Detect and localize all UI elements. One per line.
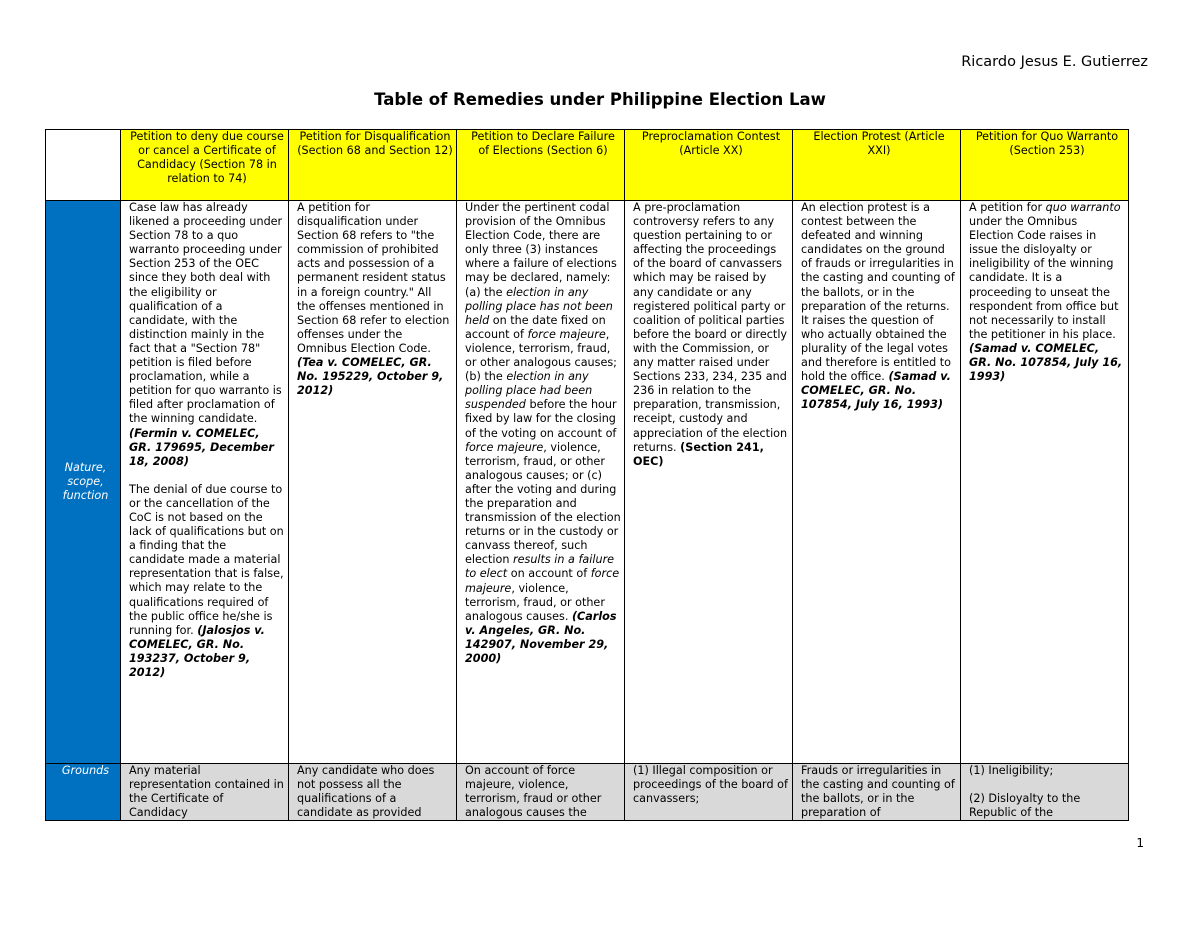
citation-samad-protest: (Samad v. COMELEC, GR. No. 107854, July 16, 1993) [801,370,951,412]
citation-tea: (Tea v. COMELEC, GR. No. 195229, October 9, 2012) [297,356,444,398]
grounds-quo-warranto-cell: (1) Ineligibility; (2) Disloyalty to the Republic of the [961,764,1129,821]
remedies-table [45,129,1129,821]
citation-carlos: (Carlos v. Angeles, GR. No. 142907, November 29, 2000) [465,609,617,665]
grounds-preproclamation-cell: (1) Illegal composition or proceedings of the board of canvassers; [625,764,793,821]
citation-fermin: (Fermin v. COMELEC, GR. 179695, December 18, 2008) [129,426,274,468]
nature-disqualification-cell: A petition for disqualification under Section 68 refers to "the commission of prohibited acts and possession of a permanent resident status in a foreign country." All the offenses mentioned in Section 68 refer to election offenses under the Omnibus Election Code. (Tea v. COMELEC, GR. No. 195229, October 9, 2012) [289,201,457,764]
column-header-preproclamation: Preproclamation Contest (Article XX) [625,130,793,201]
column-header-failure-of-elections: Petition to Declare Failure of Elections (Section 6) [457,130,625,201]
corner-cell [46,130,121,201]
nature-preproclamation-cell: A pre-proclamation controversy refers to any question pertaining to or affecting the proceedings of the board of canvassers which may be raised by any candidate or any registered political party or coalition of political parties before the board or directly with the Commission, or any matter raised under Sections 233, 234, 235 and 236 in relation to the preparation, transmission, receipt, custody and appreciation of the election returns. (Section 241, OEC) [625,201,793,764]
table-header-row [46,130,1129,201]
nature-quo-warranto-cell: A petition for quo warranto under the Omnibus Election Code raises in issue the disloyalty or ineligibility of the winning candidate. It is a proceeding to unseat the respondent from office but not necessarily to install the petitioner in his place. (Samad v. COMELEC, GR. No. 107854, July 16, 1993) [961,201,1129,764]
column-header-cancel-coc: Petition to deny due course or cancel a Certificate of Candidacy (Section 78 in relation to 74) [121,130,289,201]
nature-failure-cell: Under the pertinent codal provision of the Omnibus Election Code, there are only three (3) instances where a failure of elections may be declared, namely: (a) the election in any polling place has not been held on the date fixed on account of force majeure, violence, terrorism, fraud, or other analogous causes; (b) the election in any polling place had been suspended before the hour fixed by law for the closing of the voting on account of force majeure, violence, terrorism, fraud, or other analogous causes; or (c) after the voting and during the preparation and transmission of the election returns or in the custody or canvass thereof, such election results in a failure to elect on account of force majeure, violence, terrorism, fraud, or other analogous causes. (Carlos v. Angeles, GR. No. 142907, November 29, 2000) [457,201,625,764]
table-row-nature [46,201,1129,764]
nature-cancel-coc-cell [121,201,289,764]
nature-cancel-coc-text-2: The denial of due course to or the cancellation of the CoC is not based on the lack of qualifications but on a finding that the candidate made a material representation that is false, which may relate to the qualifications required of the public office he/she is running for. (Jalosjos v. COMELEC, GR. No. 193237, October 9, 2012) [129,482,284,679]
grounds-election-protest-cell: Frauds or irregularities in the casting and counting of the ballots, or in the preparation of [793,764,961,821]
grounds-disqualification-cell: Any candidate who does not possess all the qualifications of a candidate as provided [289,764,457,821]
citation-jalosjos: (Jalosjos v. COMELEC, GR. No. 193237, October 9, 2012) [129,623,265,679]
grounds-cancel-coc-cell: Any material representation contained in the Certificate of Candidacy [121,764,289,821]
table-row-grounds [46,764,1129,821]
column-header-quo-warranto: Petition for Quo Warranto (Section 253) [961,130,1129,201]
nature-cancel-coc-text: Case law has already likened a proceeding under Section 78 to a quo warranto proceeding under Section 253 of the OEC since they both deal with the eligibility or qualification of a candidate, with the distinction mainly in the fact that a "Section 78" petition is filed before proclamation, while a petition for quo warranto is filed after proclamation of the winning candidate. (Fermin v. COMELEC, GR. 179695, December 18, 2008) [129,201,283,468]
row-header-nature: Nature, scope, function [46,201,121,764]
page-number: 1 [1136,836,1144,850]
document-title: Table of Remedies under Philippine Election Law [374,90,826,109]
column-header-election-protest: Election Protest (Article XXI) [793,130,961,201]
grounds-failure-cell: On account of force majeure, violence, terrorism, fraud or other analogous causes the [457,764,625,821]
nature-election-protest-cell: An election protest is a contest between the defeated and winning candidates on the ground of frauds or irregularities in the casting and counting of the ballots, or in the preparation of the returns. It raises the question of who actually obtained the plurality of the legal votes and therefore is entitled to hold the office. (Samad v. COMELEC, GR. No. 107854, July 16, 1993) [793,201,961,764]
citation-samad-quo-warranto: (Samad v. COMELEC, GR. No. 107854, July 16, 1993) [969,341,1123,384]
author-name: Ricardo Jesus E. Gutierrez [961,54,1148,70]
row-header-grounds: Grounds [46,764,121,821]
citation-section-241: (Section 241, OEC) [633,440,764,468]
column-header-disqualification: Petition for Disqualification (Section 68 and Section 12) [289,130,457,201]
